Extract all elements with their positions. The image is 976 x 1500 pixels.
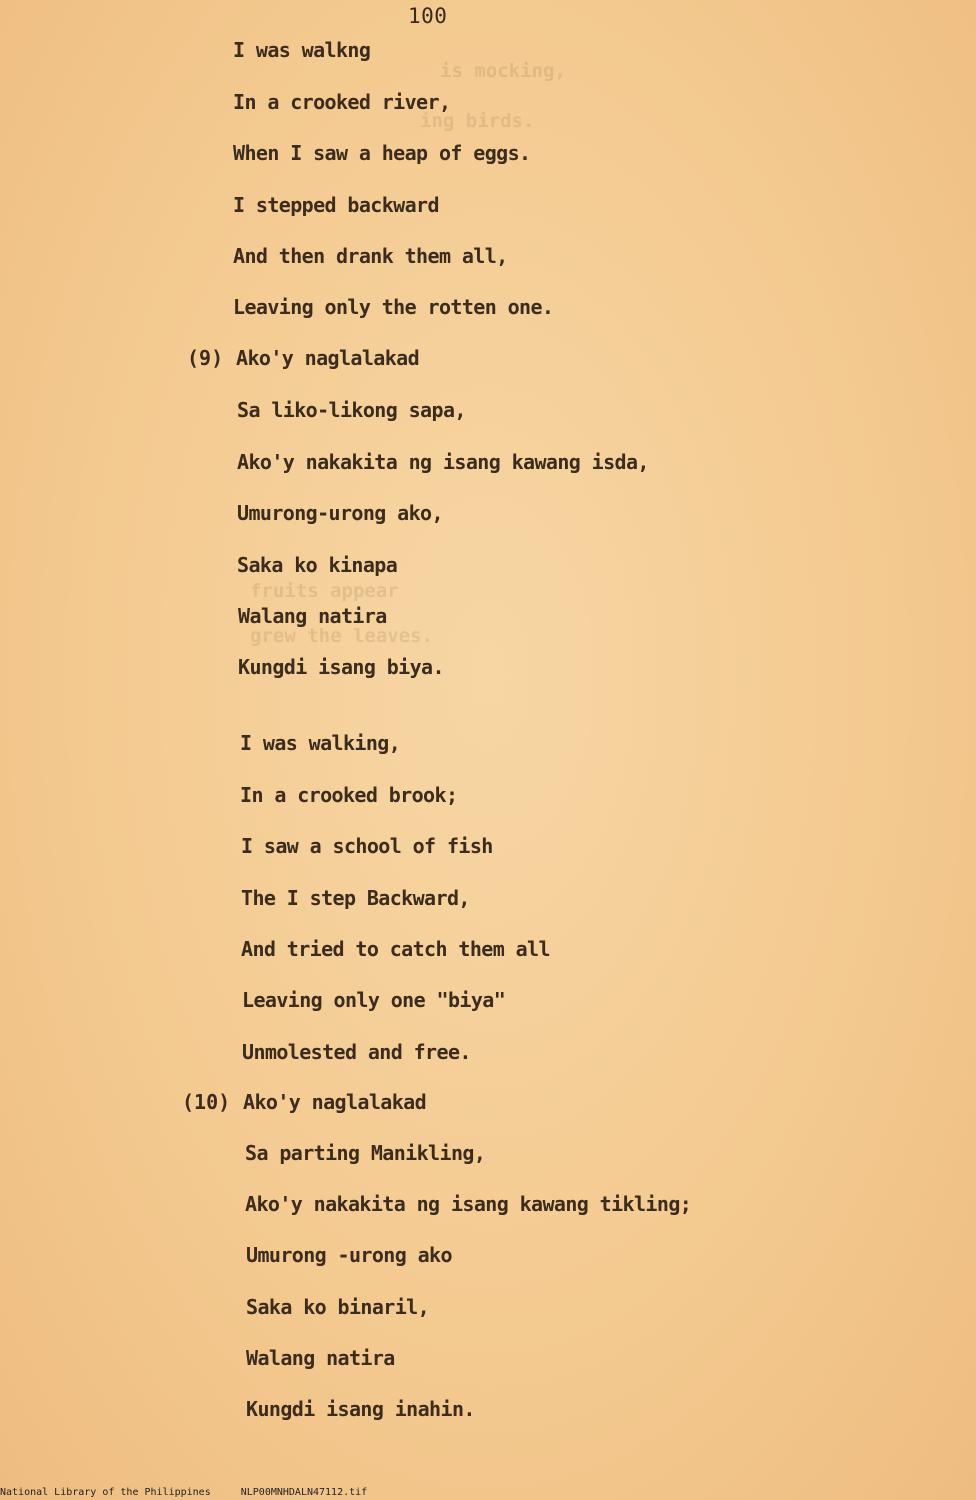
bleed-through: is mocking, [440,60,566,82]
poem-line: And tried to catch them all [241,937,550,961]
footer [0,1487,391,1498]
poem-line: Saka ko kinapa [237,553,398,577]
poem-line: Ako'y nakakita ng isang kawang isda, [237,450,649,474]
poem-line: Walang natira [246,1346,395,1370]
poem-line: When I saw a heap of eggs. [233,141,531,165]
poem-line: Leaving only one "biya" [242,988,506,1012]
poem-line: Sa liko-likong sapa, [237,398,466,422]
poem-line: In a crooked river, [233,90,451,114]
poem-line: Kungdi isang inahin. [246,1397,475,1421]
poem-line: Kungdi isang biya. [238,655,444,679]
footer-library: National Library of the Philippines [0,1487,211,1498]
poem-line: I stepped backward [233,193,439,217]
poem-line: Saka ko binaril, [246,1295,430,1319]
page-number: 100 [408,4,448,28]
bleed-through: grew the leaves. [250,625,434,647]
poem-line: Umurong-urong ako, [237,501,443,525]
poem-line: Ako'y naglalakad [236,346,420,370]
poem-line: And then drank them all, [233,244,508,268]
footer-filename: NLP00MNHDALN47112.tif [240,1487,368,1498]
poem-line: The I step Backward, [241,886,470,910]
bleed-through: fruits appear [250,580,399,602]
poem-line: I was walkng [233,38,371,62]
stanza-10-number: (10) [182,1090,231,1114]
poem-line: Sa parting Manikling, [245,1141,486,1165]
stanza-9-number: (9) [187,346,224,370]
poem-line: Leaving only the rotten one. [233,295,554,319]
poem-line: Unmolested and free. [242,1040,471,1064]
poem-line: Ako'y naglalakad [243,1090,427,1114]
poem-line: In a crooked brook; [240,783,458,807]
bleed-through: ing birds. [420,110,535,132]
poem-line: Ako'y nakakita ng isang kawang tikling; [245,1192,692,1216]
poem-line: Umurong -urong ako [246,1243,452,1267]
poem-line: I saw a school of fish [241,834,493,858]
poem-line: Walang natira [238,604,387,628]
poem-line: I was walking, [240,731,401,755]
